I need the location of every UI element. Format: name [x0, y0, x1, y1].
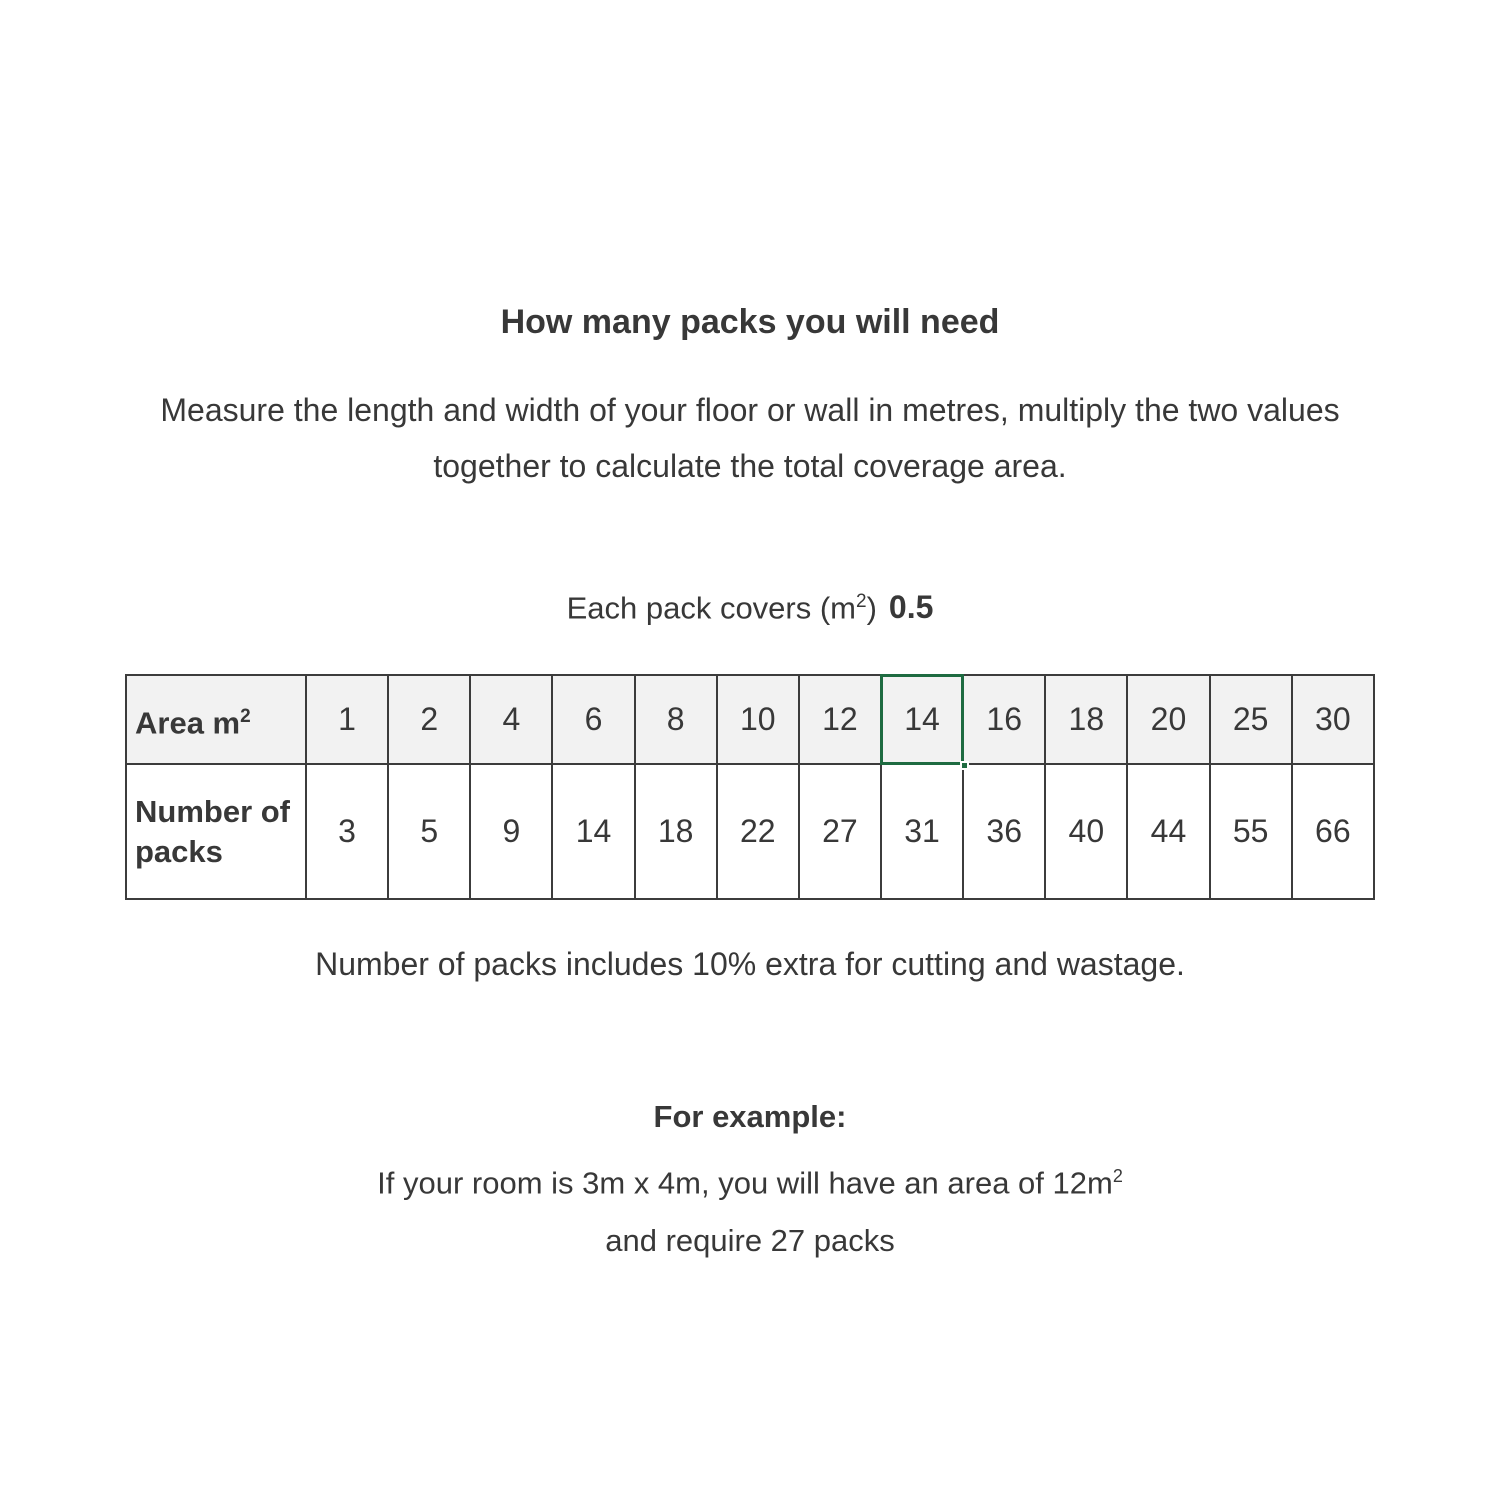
packs-cell: 31 [881, 764, 963, 899]
area-cell: 16 [963, 675, 1045, 764]
packs-cell: 9 [470, 764, 552, 899]
area-cell-selected: 14 [881, 675, 963, 764]
packs-cell: 3 [306, 764, 388, 899]
packs-cell: 40 [1045, 764, 1127, 899]
area-cell: 30 [1292, 675, 1374, 764]
pack-coverage-value: 0.5 [888, 589, 934, 626]
area-cell: 10 [717, 675, 799, 764]
packs-cell: 14 [552, 764, 634, 899]
area-cell: 4 [470, 675, 552, 764]
packs-cell: 66 [1292, 764, 1374, 899]
area-row-label-text: Area m [135, 704, 241, 740]
example-heading: For example: [653, 1099, 847, 1135]
packs-cell: 36 [963, 764, 1045, 899]
packs-row-label: Number of packs [126, 764, 306, 899]
packs-cell: 22 [717, 764, 799, 899]
area-cell: 12 [799, 675, 881, 764]
area-cell: 20 [1127, 675, 1209, 764]
area-cell: 25 [1210, 675, 1292, 764]
intro-text: Measure the length and width of your floor or wall in metres, multiply the two values together to calculate the total coverage area. [160, 392, 1340, 484]
example-section [0, 1098, 1500, 1260]
selection-fill-handle [960, 761, 969, 770]
area-row-label [126, 675, 306, 764]
packs-cell: 18 [635, 764, 717, 899]
packs-cell: 44 [1127, 764, 1209, 899]
page-title: How many packs you will need [500, 303, 1000, 341]
area-cell: 1 [306, 675, 388, 764]
pack-coverage-label: Each pack covers (m [566, 590, 857, 626]
area-cell: 8 [635, 675, 717, 764]
packs-cell: 5 [388, 764, 470, 899]
example-line1-text: If your room is 3m x 4m, you will have an area of 12m [377, 1165, 1113, 1201]
area-row-label-superscript: 2 [240, 705, 251, 727]
pack-coverage-superscript: 2 [856, 591, 867, 612]
example-line1-superscript: 2 [1112, 1166, 1123, 1187]
example-line1 [0, 1156, 1500, 1203]
table-row-area [126, 675, 1374, 764]
packs-cell: 55 [1210, 764, 1292, 899]
pack-coverage-label-suffix: ) [866, 590, 877, 626]
packs-cell: 27 [799, 764, 881, 899]
area-cell: 2 [388, 675, 470, 764]
wastage-note: Number of packs includes 10% extra for cutting and wastage. [315, 946, 1185, 983]
table-row-packs [126, 764, 1374, 899]
packs-table [125, 674, 1375, 900]
pack-coverage-line [0, 580, 1500, 630]
area-cell: 6 [552, 675, 634, 764]
area-cell: 18 [1045, 675, 1127, 764]
example-line2: and require 27 packs [605, 1222, 895, 1258]
